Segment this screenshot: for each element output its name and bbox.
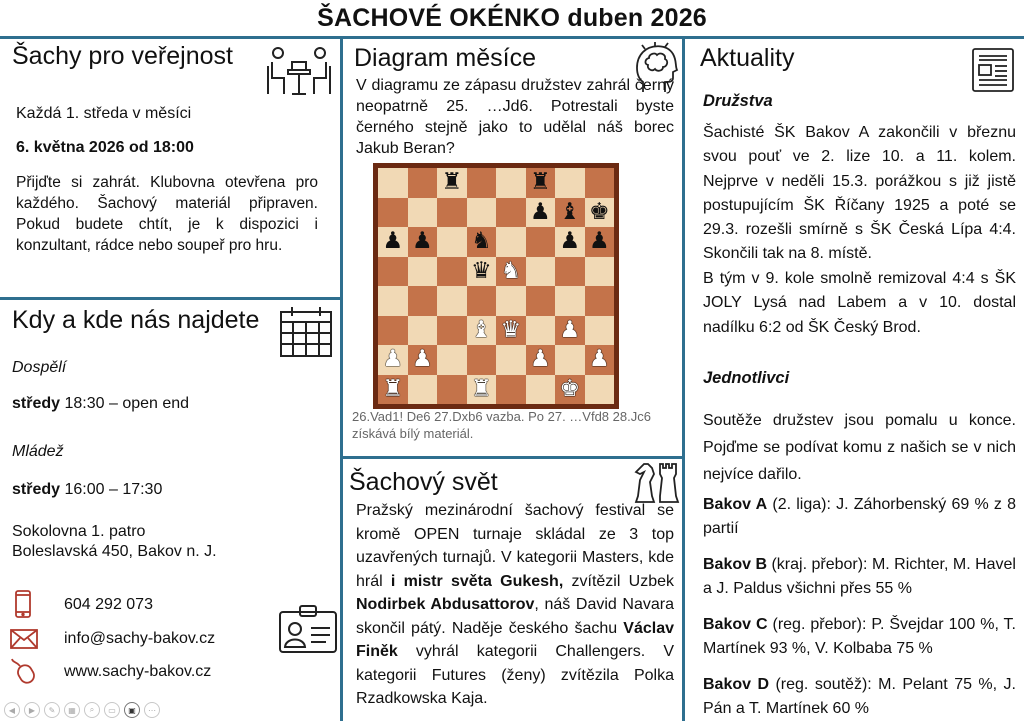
youth-day: středy bbox=[12, 481, 61, 498]
address-line2: Boleslavská 450, Bakov n. J. bbox=[12, 543, 217, 560]
top-rule bbox=[0, 36, 1024, 39]
board-square bbox=[437, 286, 467, 316]
board-square bbox=[496, 168, 526, 198]
board-square bbox=[526, 198, 556, 228]
board-square bbox=[555, 375, 585, 405]
board-square bbox=[467, 198, 497, 228]
board-square bbox=[496, 345, 526, 375]
board-square bbox=[378, 198, 408, 228]
white-knight-icon: ♞ bbox=[500, 257, 522, 284]
board-square bbox=[555, 168, 585, 198]
board-square bbox=[585, 286, 615, 316]
white-pawn-icon: ♟ bbox=[559, 316, 581, 343]
calendar-icon bbox=[278, 305, 334, 359]
board-square bbox=[467, 257, 497, 287]
board-square bbox=[496, 227, 526, 257]
contact-card-icon bbox=[278, 604, 338, 654]
black-rook-icon: ♜ bbox=[441, 169, 463, 196]
board-square bbox=[555, 198, 585, 228]
board-square bbox=[437, 227, 467, 257]
board-square bbox=[408, 227, 438, 257]
white-rook-icon: ♜ bbox=[382, 375, 404, 402]
black-knight-icon: ♞ bbox=[470, 228, 492, 255]
result-league: (2. liga): bbox=[767, 496, 837, 513]
public-line1: Každá 1. středa v měsíci bbox=[16, 105, 192, 122]
board-square bbox=[378, 286, 408, 316]
board-square bbox=[437, 375, 467, 405]
chess-board bbox=[373, 163, 619, 409]
board-square bbox=[467, 168, 497, 198]
board-square bbox=[526, 227, 556, 257]
result-bakov-d bbox=[703, 673, 1016, 721]
public-body: Přijďte si zahrát. Klubovna otevřena pro každého. Šachový materiál připraven. Pokud budete chtít, je k dispozici i konzultant, rádce nebo soupeř pro hru. bbox=[16, 174, 318, 254]
white-pawn-icon: ♟ bbox=[382, 346, 404, 373]
diagram-intro: V diagramu ze zápasu družstev zahrál černý neopatrně 25. …Jd6. Potrestali byste černého stejně jako to udělal náš borec Jakub Beran? bbox=[356, 77, 674, 157]
youth-time: 16:00 – 17:30 bbox=[64, 481, 163, 498]
prev-slide-icon[interactable]: ◀ bbox=[4, 702, 20, 718]
black-queen-icon: ♛ bbox=[470, 257, 492, 284]
world-text-2: zvítězil Uzbek bbox=[563, 572, 674, 590]
board-square bbox=[408, 257, 438, 287]
result-league: (reg. soutěž): bbox=[769, 676, 879, 693]
board-square bbox=[496, 316, 526, 346]
board-square bbox=[378, 375, 408, 405]
result-league: (kraj. přebor): bbox=[767, 556, 872, 573]
slides-grid-icon[interactable]: ▦ bbox=[64, 702, 80, 718]
board-square bbox=[408, 375, 438, 405]
board-square bbox=[496, 286, 526, 316]
board-square bbox=[555, 345, 585, 375]
mouse-icon bbox=[10, 657, 38, 685]
result-league: (reg. přebor): bbox=[767, 616, 872, 633]
board-square bbox=[437, 345, 467, 375]
teams-paragraph-1: Šachisté ŠK Bakov A zakončili v březnu svou pouť ve 2. lize 10. a 11. kolem. Nejprve v neděli 15.3. porážkou s již jistě postupujícím ŠK Říčany 1925 a poté se 29.3. rozešli smírně s ŠK Česká Lípa 4:4. Skončili tak na 8. místě. bbox=[703, 124, 1016, 263]
individuals-heading: Jednotlivci bbox=[703, 369, 790, 387]
more-options-icon[interactable]: ⋯ bbox=[144, 702, 160, 718]
board-square bbox=[555, 316, 585, 346]
board-square bbox=[378, 168, 408, 198]
board-square bbox=[585, 198, 615, 228]
board-square bbox=[526, 257, 556, 287]
world-bold-abdusattorov: Nodirbek Abdusattorov bbox=[356, 596, 535, 613]
web-link[interactable]: www.sachy-bakov.cz bbox=[64, 663, 212, 680]
world-bold-finek: Václav Finěk bbox=[356, 619, 674, 660]
white-pawn-icon: ♟ bbox=[411, 346, 433, 373]
phone-number: 604 292 073 bbox=[64, 596, 153, 613]
white-pawn-icon: ♟ bbox=[529, 346, 551, 373]
board-square bbox=[585, 257, 615, 287]
board-square bbox=[378, 257, 408, 287]
result-team: Bakov D bbox=[703, 676, 770, 693]
board-square bbox=[378, 345, 408, 375]
zoom-icon[interactable]: ⌕ bbox=[84, 702, 100, 718]
black-pawn-icon: ♟ bbox=[382, 228, 404, 255]
result-text: J. Záhorbenský 69 % z 8 partií bbox=[703, 496, 1016, 537]
board-square bbox=[437, 198, 467, 228]
board-square bbox=[408, 345, 438, 375]
board-square bbox=[526, 168, 556, 198]
white-bishop-icon: ♝ bbox=[470, 316, 492, 343]
public-heading: Šachy pro veřejnost bbox=[12, 42, 233, 70]
where-heading: Kdy a kde nás najdete bbox=[12, 306, 260, 334]
world-text-3: , náš David Navara skončil pátý. Naděje českého šachu bbox=[356, 596, 675, 637]
board-square bbox=[408, 316, 438, 346]
world-text-1: Pražský mezinárodní šachový festival se kromě OPEN turnaje skládal ze 3 top uzavřených turnajů. V kategorii Masters, kde hrál bbox=[356, 502, 674, 590]
board-square bbox=[496, 375, 526, 405]
white-rook-icon: ♜ bbox=[470, 375, 492, 402]
column-divider-right bbox=[682, 36, 685, 721]
board-square bbox=[555, 257, 585, 287]
board-square bbox=[437, 316, 467, 346]
world-heading: Šachový svět bbox=[349, 468, 498, 496]
board-square bbox=[585, 227, 615, 257]
board-square bbox=[526, 286, 556, 316]
board-square bbox=[585, 316, 615, 346]
adults-day: středy bbox=[12, 395, 61, 412]
board-square bbox=[467, 316, 497, 346]
column-divider-left bbox=[340, 36, 343, 721]
board-square bbox=[467, 286, 497, 316]
youth-schedule bbox=[12, 479, 162, 500]
black-pawn-icon: ♟ bbox=[559, 228, 581, 255]
board-square bbox=[555, 227, 585, 257]
board-square bbox=[555, 286, 585, 316]
board-square bbox=[408, 286, 438, 316]
slideshow-controls[interactable] bbox=[4, 702, 160, 718]
subtitles-icon[interactable]: ▭ bbox=[104, 702, 120, 718]
result-text: M. Pelant 75 %, J. Pán a T. Martínek 60 % bbox=[703, 676, 1016, 717]
phone-icon bbox=[14, 590, 32, 618]
white-king-icon: ♚ bbox=[559, 375, 581, 402]
chess-board-frame bbox=[373, 163, 619, 409]
board-square bbox=[467, 345, 497, 375]
teams-heading: Družstva bbox=[703, 92, 773, 110]
board-square bbox=[378, 316, 408, 346]
newspaper-icon bbox=[971, 47, 1015, 93]
diagram-heading: Diagram měsíce bbox=[354, 44, 536, 72]
board-square bbox=[526, 316, 556, 346]
diagram-caption: 26.Vad1! De6 27.Dxb6 vazba. Po 27. …Vfd8 28.Jc6 získává bílý materiál. bbox=[352, 409, 651, 441]
result-text: P. Švejdar 100 %, T. Martínek 93 %, V. Kolbaba 75 % bbox=[703, 616, 1016, 657]
board-square bbox=[378, 227, 408, 257]
board-square bbox=[437, 168, 467, 198]
world-text-4: vyhrál kategorii Challengers. V kategorii Futures (ženy) zvítězila Polka Rzadkowska Kaja. bbox=[356, 643, 674, 707]
board-square bbox=[437, 257, 467, 287]
result-bakov-b bbox=[703, 553, 1016, 601]
players-at-table-icon bbox=[264, 44, 334, 96]
world-body bbox=[356, 499, 674, 711]
board-square bbox=[526, 375, 556, 405]
board-square bbox=[496, 257, 526, 287]
board-square bbox=[408, 168, 438, 198]
result-bakov-c bbox=[703, 613, 1016, 661]
black-pawn-icon: ♟ bbox=[529, 198, 551, 225]
email-link[interactable]: info@sachy-bakov.cz bbox=[64, 630, 216, 647]
white-queen-icon: ♛ bbox=[500, 316, 522, 343]
public-date: 6. května 2026 od 18:00 bbox=[16, 139, 194, 156]
page-title: ŠACHOVÉ OKÉNKO duben 2026 bbox=[317, 4, 707, 32]
address-line1: Sokolovna 1. patro bbox=[12, 523, 146, 540]
result-team: Bakov C bbox=[703, 616, 768, 633]
individuals-intro: Soutěže družstev jsou pomalu u konce. Pojďme se podívat komu z našich se v nich nejvíce dařilo. bbox=[703, 412, 1016, 483]
adults-label: Dospělí bbox=[12, 359, 67, 376]
board-square bbox=[585, 345, 615, 375]
result-bakov-a bbox=[703, 493, 1016, 541]
black-pawn-icon: ♟ bbox=[411, 228, 433, 255]
black-king-icon: ♚ bbox=[588, 198, 610, 225]
teams-paragraph-2: B tým v 9. kole smolně remizoval 4:4 s ŠK JOLY Lysá nad Labem a v 10. dostal nadílku 6:2 od ŠK Český Brod. bbox=[703, 270, 1016, 336]
board-square bbox=[496, 198, 526, 228]
adults-schedule bbox=[12, 393, 189, 414]
world-bold-gukesh: i mistr světa Gukesh, bbox=[390, 572, 564, 590]
left-section-divider bbox=[0, 297, 340, 300]
result-team: Bakov A bbox=[703, 496, 768, 513]
youth-label: Mládež bbox=[12, 443, 64, 460]
black-rook-icon: ♜ bbox=[529, 169, 551, 196]
pen-icon[interactable]: ✎ bbox=[44, 702, 60, 718]
result-team: Bakov B bbox=[703, 556, 768, 573]
chess-pieces-icon bbox=[632, 460, 682, 504]
board-square bbox=[467, 227, 497, 257]
black-pawn-icon: ♟ bbox=[588, 228, 610, 255]
adults-time: 18:30 – open end bbox=[64, 395, 190, 412]
camera-icon[interactable]: ▣ bbox=[124, 702, 140, 718]
board-square bbox=[408, 198, 438, 228]
middle-section-divider bbox=[340, 456, 685, 459]
black-bishop-icon: ♝ bbox=[559, 198, 581, 225]
board-square bbox=[467, 375, 497, 405]
white-pawn-icon: ♟ bbox=[588, 346, 610, 373]
next-slide-icon[interactable]: ▶ bbox=[24, 702, 40, 718]
board-square bbox=[585, 168, 615, 198]
envelope-icon bbox=[10, 629, 38, 649]
board-square bbox=[526, 345, 556, 375]
board-square bbox=[585, 375, 615, 405]
news-heading: Aktuality bbox=[700, 44, 795, 72]
result-text: M. Richter, M. Havel a J. Paldus všichni přes 55 % bbox=[703, 556, 1016, 597]
